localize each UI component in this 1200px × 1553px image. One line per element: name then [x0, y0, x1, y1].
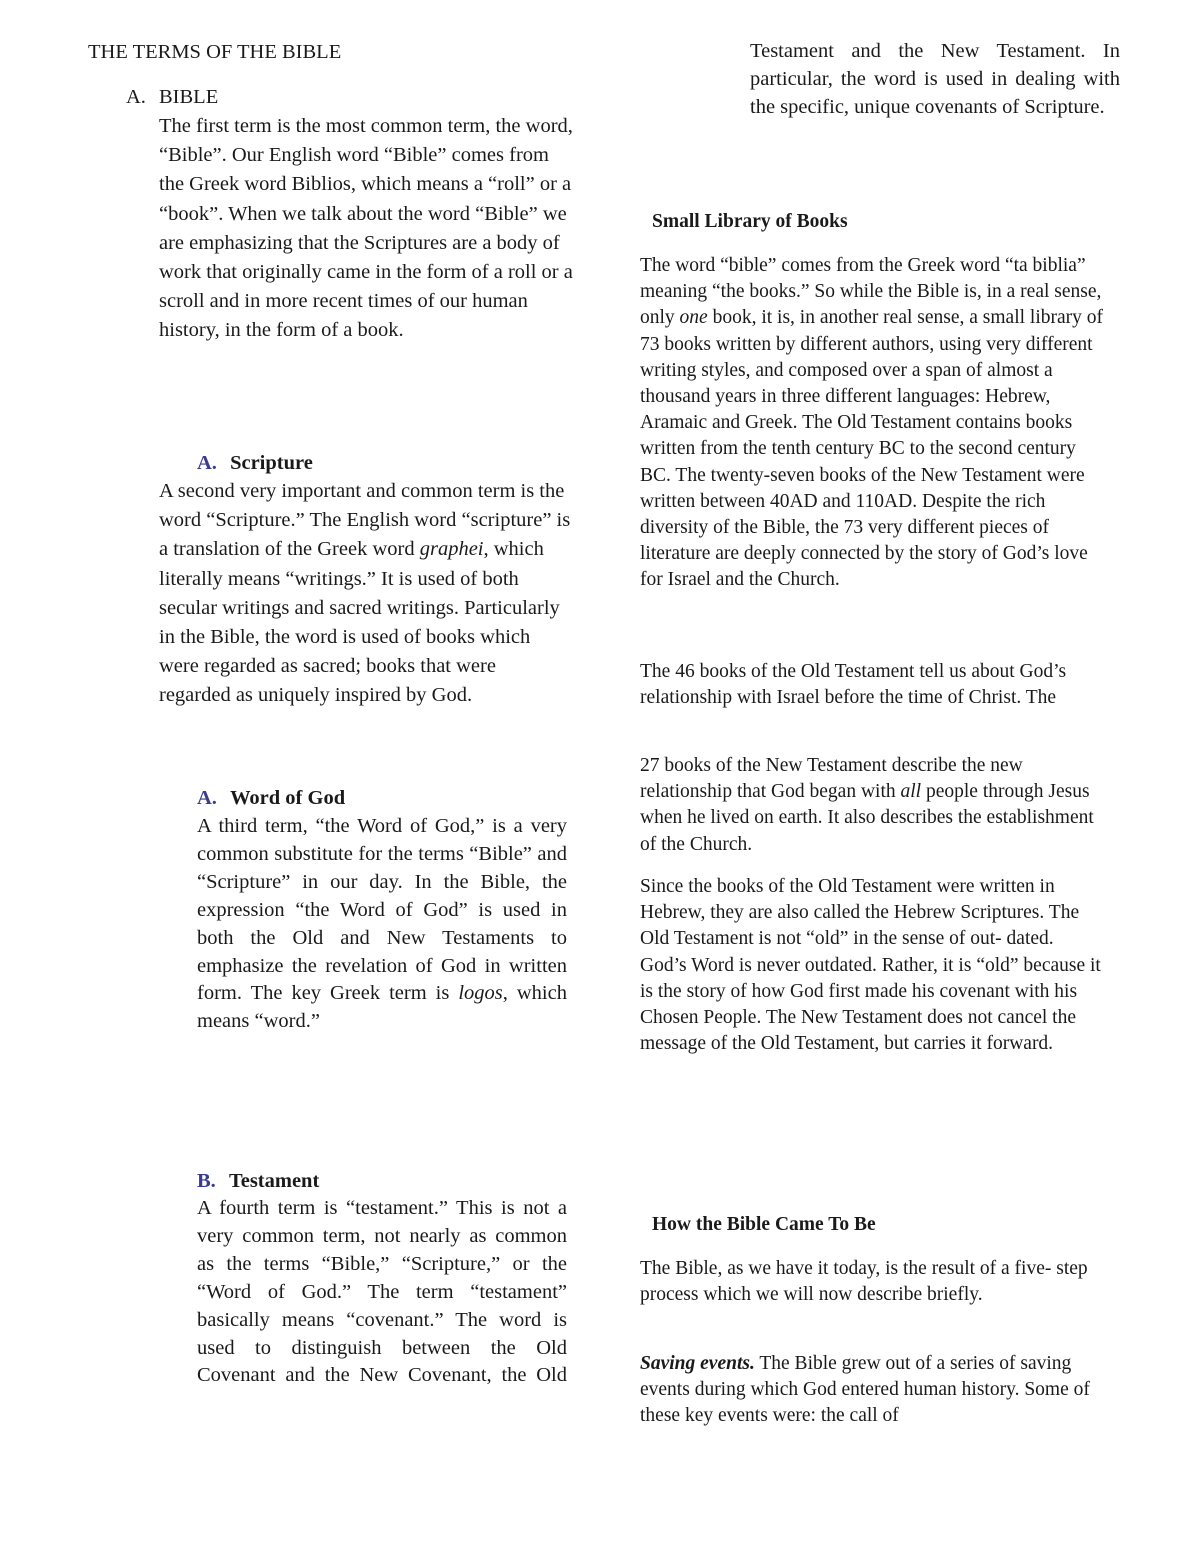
- small-library-p4: Since the books of the Old Testament were written in Hebrew, they are also called the Hebrew Scriptures. The Old Testament is not “old” in the sense of out- dated. God’s Word is never outdated. Rather, it is “old” because it is the story of how God first made his covenant with his Chosen People. The New Testament does not cancel the message of the Old Testament, but carries it forward.: [640, 876, 1101, 1055]
- all-emphasis: all: [900, 781, 922, 803]
- small-library-p2: The 46 books of the Old Testament tell us about God’s relationship with Israel before the time of Christ. The: [640, 661, 1067, 709]
- testament-heading: Testament: [228, 1170, 320, 1192]
- scripture-body: A second very important and common term is the word “Scripture.” The English word “scripture” is a translation of the Greek word graphei, which literally means “writings.” It is used of both secular writings and sacred writings. Particularly in the Bible, the word is used of books which were regarded as sacred; books that were regarded as uniquely inspired by God.: [159, 480, 571, 707]
- word-of-god-heading-row: [197, 784, 345, 813]
- bible-heading: BIBLE: [159, 86, 219, 108]
- graphei-term: graphei: [419, 538, 484, 561]
- testament-heading-row: [197, 1167, 319, 1196]
- testament-continuation: Testament and the New Testament. In particular, the word is used in dealing with the specific, unique covenants of Scripture.: [750, 40, 1120, 118]
- bible-marker: A.: [126, 86, 146, 108]
- word-of-god-marker: A.: [197, 787, 217, 809]
- testament-marker: B.: [197, 1170, 216, 1192]
- how-came-p2: Saving events. The Bible grew out of a series of saving events during which God entered human history. Some of these key events were: the call of: [640, 1353, 1090, 1427]
- scripture-heading: Scripture: [230, 452, 313, 474]
- how-came-heading: How the Bible Came To Be: [652, 1214, 876, 1235]
- one-emphasis: one: [679, 307, 708, 329]
- document-title: THE TERMS OF THE BIBLE: [88, 41, 342, 63]
- small-library-heading: Small Library of Books: [652, 211, 848, 232]
- how-came-p1: The Bible, as we have it today, is the result of a five- step process which we will now describe briefly.: [640, 1258, 1088, 1306]
- scripture-marker: A.: [197, 452, 217, 474]
- testament-body: A fourth term is “testament.” This is not a very common term, not nearly as common as the terms “Bible,” “Scripture,” or the “Word of God.” The term “testament” basically means “covenant.” The word is used to distinguish between the Old Covenant and the New Covenant, the Old: [197, 1197, 567, 1387]
- word-of-god-body: A third term, “the Word of God,” is a very common substitute for the terms “Bible” and “Scripture” in our day. In the Bible, the expression “the Word of God” is used in both the Old and New Testaments to emphasize the revelation of God in written form. The key Greek term is logos, which means “word.”: [197, 815, 567, 1033]
- saving-events-term: Saving events.: [640, 1353, 755, 1374]
- scripture-heading-row: [197, 449, 313, 478]
- small-library-p1: The word “bible” comes from the Greek word “ta biblia” meaning “the books.” So while the Bible is, in a real sense, only one book, it is, in another real sense, a small library of 73 books written by different authors, using very different writing styles, and composed over a span of almost a thousand years in three different languages: Hebrew, Aramaic and Greek. The Old Testament contains books written from the tenth century BC to the second century BC. The twenty-seven books of the New Testament were written between 40AD and 110AD. Despite the rich diversity of the Bible, the 73 very different pieces of literature are deeply connected by the story of God’s love for Israel and the Church.: [640, 255, 1104, 591]
- logos-term: logos: [458, 982, 503, 1005]
- bible-body: The first term is the most common term, the word, “Bible”. Our English word “Bible” comes from the Greek word Biblios, which means a “roll” or a “book”. When we talk about the word “Bible” we are emphasizing that the Scriptures are a body of work that originally came in the form of a roll or a scroll and in more recent times of our human history, in the form of a book.: [159, 115, 573, 342]
- word-of-god-heading: Word of God: [230, 787, 346, 809]
- small-library-p3: 27 books of the New Testament describe the new relationship that God began with all people through Jesus when he lived on earth. It also describes the establishment of the Church.: [640, 755, 1094, 855]
